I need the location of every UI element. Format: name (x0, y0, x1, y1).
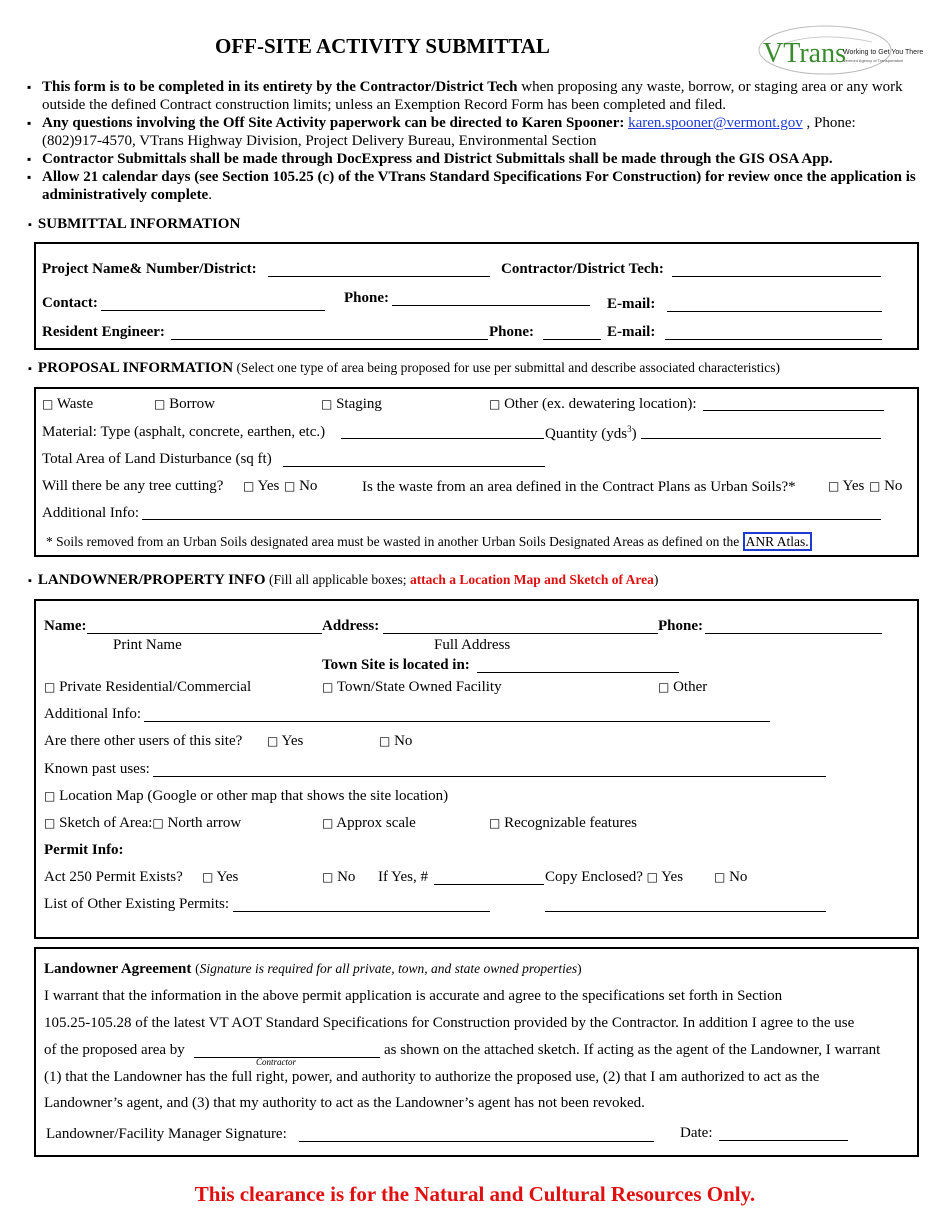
opt-borrow[interactable] (154, 396, 215, 413)
lo-name-field[interactable] (87, 619, 322, 634)
other-field[interactable] (703, 396, 884, 411)
urban-label: Is the waste from an area defined in the Contract Plans as Urban Soils?* (362, 479, 796, 495)
other-permits-label: List of Other Existing Permits: (44, 896, 229, 912)
disturbance-field[interactable] (283, 452, 545, 467)
agreement-line-2: 105.25-105.28 of the latest VT AOT Standard Specifications for Construction provided by the Contractor. In addition I agree to the use (44, 1015, 855, 1031)
intro-bullet-3: ▪ Contractor Submittals shall be made through DocExpress and District Submittals shall be made through the GIS OSA App. (27, 150, 917, 168)
material-label: Material: Type (asphalt, concrete, earthen, etc.) (42, 424, 326, 440)
svg-text:Working to Get You There: Working to Get You There (843, 49, 924, 56)
material-field[interactable] (341, 424, 544, 439)
email-link[interactable]: karen.spooner@vermont.gov (628, 115, 803, 131)
proposal-heading (28, 360, 780, 377)
quantity-label (545, 424, 637, 443)
copy-label (545, 869, 683, 886)
checkbox-icon[interactable]: □ (869, 479, 881, 493)
landowner-heading-red: attach a Location Map and Sketch of Area (409, 572, 654, 587)
checkbox-icon[interactable]: □ (646, 870, 658, 884)
town-field[interactable] (477, 658, 679, 673)
proposal-additional-field[interactable] (142, 505, 881, 520)
phone-label: Phone: (344, 290, 389, 306)
contractor-field[interactable] (672, 262, 881, 277)
other-users-label: Are there other users of this site? (44, 733, 243, 749)
checkbox-icon[interactable]: □ (154, 397, 166, 411)
permit-heading: Permit Info: (44, 842, 124, 858)
opt-borrow-label: Borrow (169, 396, 215, 412)
email2-field[interactable] (665, 325, 882, 340)
email-field[interactable] (667, 297, 882, 312)
tree-no-label: No (299, 478, 318, 494)
bullet-icon: ▪ (28, 575, 32, 587)
other-permits-field-1[interactable] (233, 897, 490, 912)
checkbox-icon[interactable]: □ (322, 680, 334, 694)
checkbox-icon[interactable]: □ (44, 789, 56, 803)
urban-footnote (46, 534, 812, 550)
resident-label: Resident Engineer: (42, 324, 165, 340)
contact-field[interactable] (101, 296, 325, 311)
project-label: Project Name& Number/District: (42, 261, 257, 277)
copy-text: Copy Enclosed? (545, 869, 643, 885)
act250-no-label: No (337, 869, 356, 885)
agreement-heading: Landowner Agreement (Signature is required for all private, town, and state owned properties) (44, 961, 582, 977)
act250-yes[interactable] (202, 869, 238, 886)
disturbance-label: Total Area of Land Disturbance (sq ft) (42, 451, 272, 467)
sketch-option[interactable] (44, 815, 241, 832)
opt-waste-label: Waste (56, 396, 94, 412)
agreement-line-1: I warrant that the information in the above permit application is accurate and agree to the specifications set forth in Section (44, 988, 783, 1004)
checkbox-icon[interactable]: □ (243, 479, 255, 493)
checkbox-icon[interactable]: □ (321, 397, 333, 411)
submittal-heading (28, 216, 240, 233)
copy-yes-label: Yes (661, 869, 684, 885)
opt-town[interactable] (322, 679, 502, 696)
urban-no-label: No (884, 478, 903, 494)
past-uses-field[interactable] (153, 762, 826, 777)
bullet-icon: ▪ (28, 219, 32, 231)
email-label: E-mail: (607, 296, 656, 312)
checkbox-icon[interactable]: □ (322, 870, 334, 884)
if-yes-label: If Yes, # (378, 869, 429, 885)
contact-label: Contact: (42, 295, 98, 311)
urban-no[interactable] (869, 478, 902, 495)
checkbox-icon[interactable]: □ (828, 479, 840, 493)
checkbox-icon[interactable]: □ (202, 870, 214, 884)
date-label: Date: (680, 1125, 713, 1141)
proposal-additional-label: Additional Info: (42, 505, 140, 521)
signature-field[interactable] (299, 1127, 654, 1142)
intro-b1-bold: This form is to be completed in its entirety by the Contractor/District Tech (42, 79, 518, 95)
act250-label: Act 250 Permit Exists? (44, 869, 183, 885)
lo-additional-label: Additional Info: (44, 706, 142, 722)
act250-no[interactable] (322, 869, 355, 886)
landowner-heading-note: (Fill all applicable boxes; (265, 572, 410, 587)
agreement-line-3a: of the proposed area by (44, 1042, 185, 1058)
checkbox-icon[interactable]: □ (284, 479, 296, 493)
opt-staging[interactable] (321, 396, 382, 413)
lo-address-label: Address: (322, 618, 380, 634)
checkbox-icon[interactable]: □ (489, 397, 501, 411)
lo-phone-label: Phone: (658, 618, 703, 634)
svg-text:VTrans: VTrans (763, 38, 846, 69)
resident-field[interactable] (171, 325, 488, 340)
town-label: Town Site is located in: (322, 657, 470, 673)
intro-b4-end: . (208, 187, 212, 203)
checkbox-icon[interactable]: □ (379, 734, 391, 748)
opt-private-label: Private Residential/Commercial (59, 679, 252, 695)
lo-phone-field[interactable] (705, 619, 882, 634)
contractor-caption: Contractor (256, 1057, 297, 1067)
lo-additional-field[interactable] (144, 707, 770, 722)
checkbox-icon[interactable]: □ (42, 397, 54, 411)
intro-b1-rest: when proposing any waste, borrow, or staging area or any work outside the defined Contract construction limits; unless an Exemption Record Form has been completed and filed. (42, 79, 903, 113)
phone2-field[interactable] (543, 325, 601, 340)
urban-yes[interactable] (828, 478, 864, 495)
intro-b2-bold: Any questions involving the Off Site Activity paperwork can be directed to Karen Spooner: (42, 115, 625, 131)
features-option[interactable] (489, 815, 637, 832)
features-label: Recognizable features (504, 815, 637, 831)
intro-bullet-1 (27, 78, 917, 114)
other-permits-field-2[interactable] (545, 897, 826, 912)
quantity-field[interactable] (641, 424, 881, 439)
opt-staging-label: Staging (336, 396, 382, 412)
copy-no-label: No (729, 869, 748, 885)
approx-scale-option[interactable] (322, 815, 416, 832)
quantity-text: Quantity (yds (545, 426, 628, 442)
agreement-line-5: Landowner’s agent, and (3) that my authority to act as the Landowner’s agent has not been revoked. (44, 1095, 645, 1111)
contractor-label: Contractor/District Tech: (501, 261, 664, 277)
other-users-yes-label: Yes (281, 733, 304, 749)
opt-private[interactable] (44, 679, 251, 696)
checkbox-icon[interactable]: □ (322, 816, 334, 830)
full-address-caption: Full Address (434, 637, 511, 653)
tree-yes[interactable] (243, 478, 279, 495)
location-map-label: Location Map (Google or other map that shows the site location) (59, 788, 449, 804)
proposal-box-bottom (34, 555, 917, 557)
opt-lo-other[interactable] (658, 679, 707, 696)
opt-waste[interactable] (42, 396, 93, 413)
checkbox-icon[interactable]: □ (152, 816, 164, 830)
vtrans-logo (757, 24, 924, 76)
opt-other[interactable] (489, 396, 697, 413)
permit-number-field[interactable] (434, 870, 544, 885)
other-users-yes[interactable] (267, 733, 303, 750)
other-users-no-label: No (394, 733, 413, 749)
phone-field[interactable] (392, 291, 590, 306)
agreement-line-3b: as shown on the attached sketch. If acting as the agent of the Landowner, I warrant (384, 1042, 881, 1058)
location-map-option[interactable] (44, 788, 448, 805)
past-uses-label: Known past uses: (44, 761, 150, 777)
agreement-line-4: (1) that the Landowner has the full right, power, and authority to authorize the proposed use, (2) that I am authorized to act as the (44, 1069, 820, 1085)
checkbox-icon[interactable]: □ (267, 734, 279, 748)
opt-lo-other-label: Other (673, 679, 708, 695)
tree-label: Will there be any tree cutting? (42, 478, 224, 494)
checkbox-icon[interactable]: □ (714, 870, 726, 884)
tree-no[interactable] (284, 478, 317, 495)
landowner-heading-text: LANDOWNER/PROPERTY INFO (37, 572, 266, 588)
intro-bullet-4 (27, 168, 917, 204)
intro-bullets (27, 78, 917, 204)
contractor-name-field[interactable] (194, 1043, 380, 1058)
footnote-text: * Soils removed from an Urban Soils designated area must be wasted in another Urban Soils Designated Areas as defined on the (46, 534, 740, 549)
other-users-no[interactable] (379, 733, 412, 750)
act250-yes-label: Yes (216, 869, 239, 885)
proposal-heading-text: PROPOSAL INFORMATION (37, 360, 234, 376)
intro-b4: Allow 21 calendar days (see Section 105.25 (c) of the VTrans Standard Specifications For Construction) for review once the application is administratively complete (42, 169, 916, 203)
approx-scale-label: Approx scale (336, 815, 416, 831)
checkbox-icon[interactable]: □ (489, 816, 501, 830)
checkbox-icon[interactable]: □ (44, 680, 56, 694)
landowner-heading-end: ) (653, 572, 659, 587)
agreement-heading-note: Signature is required for all private, town, and state owned properties (199, 961, 578, 976)
opt-other-label: Other (ex. dewatering location): (504, 396, 697, 412)
svg-text:Vermont Agency of Transportati: Vermont Agency of Transportation (843, 58, 904, 63)
copy-no[interactable] (714, 869, 747, 886)
submittal-heading-text: SUBMITTAL INFORMATION (37, 216, 241, 232)
date-field[interactable] (719, 1126, 848, 1141)
lo-address-field[interactable] (383, 619, 658, 634)
bullet-icon: ▪ (28, 363, 32, 375)
checkbox-icon[interactable]: □ (658, 680, 670, 694)
anr-atlas-link[interactable]: ANR Atlas. (743, 532, 812, 551)
sketch-label: Sketch of Area: (59, 815, 153, 831)
agreement-heading-text: Landowner Agreement (44, 961, 192, 977)
intro-bullet-2 (27, 114, 917, 150)
north-arrow-label: North arrow (167, 815, 242, 831)
proposal-heading-note: (Select one type of area being proposed for use per submittal and describe associated characteristics) (233, 360, 780, 375)
project-field[interactable] (268, 262, 490, 277)
page-title: OFF-SITE ACTIVITY SUBMITTAL (215, 34, 550, 58)
quantity-end: ) (631, 426, 637, 442)
print-name-caption: Print Name (113, 637, 182, 653)
tree-yes-label: Yes (257, 478, 280, 494)
clearance-notice: This clearance is for the Natural and Cultural Resources Only. (194, 1182, 756, 1206)
lo-name-label: Name: (44, 618, 87, 634)
opt-town-label: Town/State Owned Facility (336, 679, 502, 695)
quantity-sup: 3 (627, 424, 632, 434)
checkbox-icon[interactable]: □ (44, 816, 56, 830)
landowner-heading (28, 572, 658, 589)
signature-label: Landowner/Facility Manager Signature: (46, 1126, 287, 1142)
urban-yes-label: Yes (842, 478, 865, 494)
phone2-label: Phone: (489, 324, 534, 340)
intro-b2-rest: , Phone: (802)917-4570, VTrans Highway Division, Project Delivery Bureau, Environmental Section (42, 115, 856, 149)
email2-label: E-mail: (607, 324, 656, 340)
